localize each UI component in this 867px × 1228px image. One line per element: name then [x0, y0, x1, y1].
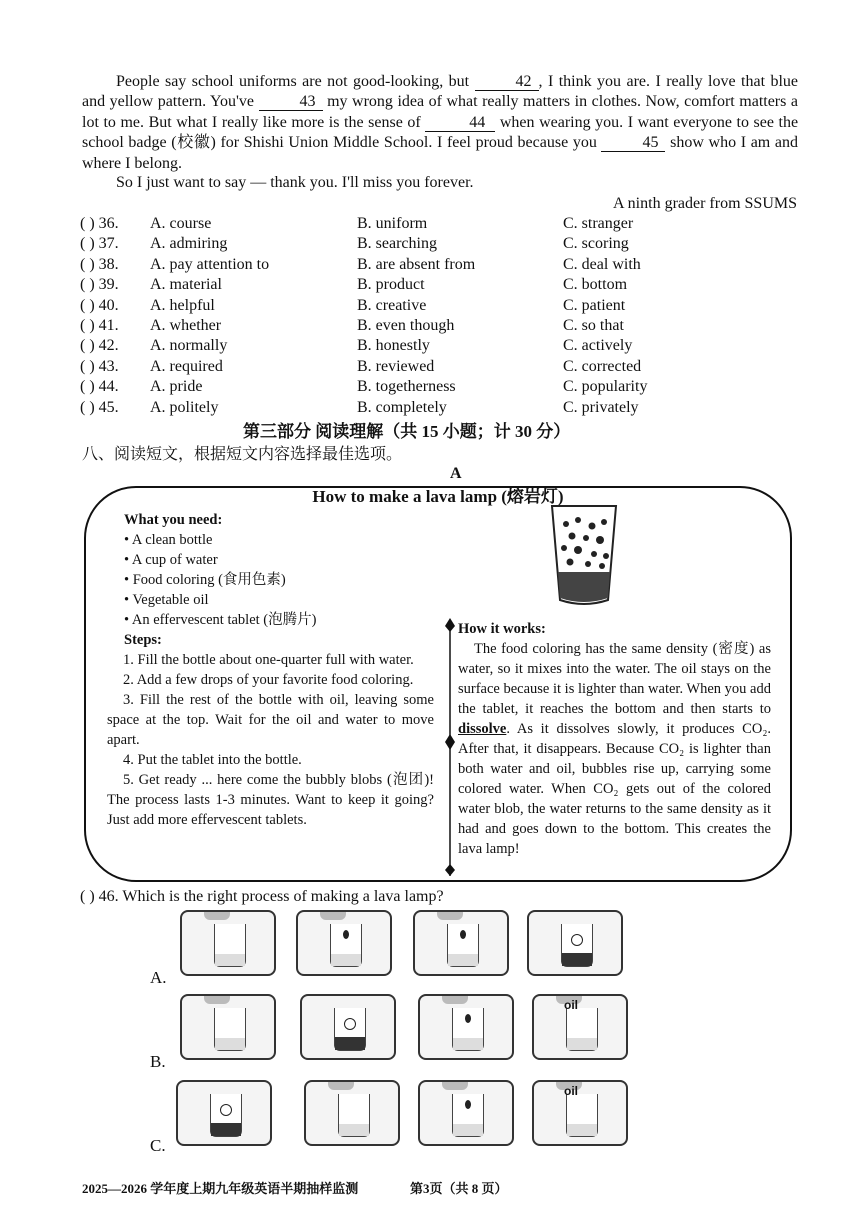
option-a: A. politely [150, 398, 219, 416]
option-a: A. normally [150, 337, 228, 355]
footer-right: 第3页（共 8 页） [410, 1181, 508, 1196]
passage-signature: A ninth grader from SSUMS [613, 195, 797, 212]
column-divider [440, 618, 460, 880]
option-a: A. required [150, 357, 223, 375]
glass-icon [210, 1094, 242, 1137]
question-row [80, 377, 810, 397]
step-picture [176, 1080, 272, 1146]
option-c: C. actively [563, 337, 633, 355]
question-number: ( ) 42. [80, 337, 119, 355]
question-row [80, 234, 810, 254]
hand-icon [442, 994, 468, 1004]
question-number: ( ) 44. [80, 378, 119, 396]
section-title: 第三部分 阅读理解（共 15 小题；计 30 分） [243, 422, 571, 441]
option-b: B. creative [357, 296, 427, 314]
glass-icon [561, 924, 593, 967]
step-item: 2. Add a few drops of your favorite food coloring. [123, 672, 414, 688]
passage-paragraph-1 [82, 72, 798, 174]
step-item: 3. Fill the rest of the bottle with oil, leaving some space at the top. Wait for the oil and water to move apart. [107, 692, 434, 748]
option-a: A. admiring [150, 235, 228, 253]
question-row [80, 214, 810, 234]
step-picture [296, 910, 392, 976]
drop-icon [465, 1014, 471, 1023]
glass-icon [214, 924, 246, 967]
hand-icon [437, 910, 463, 920]
step-picture [532, 994, 628, 1060]
option-c: C. patient [563, 296, 626, 314]
needs-heading: What you need: [124, 512, 223, 528]
needs-section [124, 510, 444, 650]
option-a: A. course [150, 215, 212, 232]
step-picture [300, 994, 396, 1060]
need-item: • A clean bottle [124, 532, 213, 548]
how-text-part: The food coloring has the same density (密度) as water, so it mixes into the water. The oil stays on the surface because it is lighter than water. When you add the tablet, it reaches the bottom and then starts to [458, 641, 771, 717]
steps-list [107, 650, 434, 830]
question-row [80, 296, 810, 316]
need-item: • A cup of water [124, 552, 218, 568]
need-item: • Food coloring (食用色素) [124, 572, 286, 588]
question-row [80, 398, 810, 418]
oil-label: oil [564, 1084, 578, 1098]
question-number: ( ) 43. [80, 357, 119, 375]
option-a: A. pay attention to [150, 255, 270, 273]
option-c: C. popularity [563, 378, 648, 396]
step-picture [532, 1080, 628, 1146]
how-text [458, 639, 771, 859]
question-row [80, 336, 810, 356]
how-text-part: . As it dissolves slowly, it produces CO₂. After that, it disappears. Because CO₂ is lighter than both water and oil, bubbles rise up, carrying some colored water. When CO₂ gets out of the colored water blob, the water returns to the same density as it had and goes down to the bottom. This creates the lava lamp! [458, 721, 771, 857]
option-c: C. deal with [563, 255, 641, 273]
glass-icon [566, 1008, 598, 1051]
option-b: B. togetherness [357, 378, 456, 396]
option-b: B. are absent from [357, 255, 476, 273]
need-item: • An effervescent tablet (泡腾片) [124, 612, 317, 628]
option-c: C. stranger [563, 215, 634, 232]
option-c: C. bottom [563, 276, 628, 294]
option-b: B. completely [357, 398, 447, 416]
option-b: B. uniform [357, 215, 428, 232]
option-a: A. material [150, 276, 222, 294]
question-number: ( ) 45. [80, 398, 119, 416]
steps-heading: Steps: [124, 632, 162, 648]
step-item: 1. Fill the bottle about one-quarter full with water. [123, 652, 414, 668]
step-picture [418, 1080, 514, 1146]
how-it-works [458, 619, 771, 859]
question-row [80, 275, 810, 295]
option-c: C. scoring [563, 235, 629, 253]
blank-42: 42 [475, 74, 539, 91]
question-number: ( ) 39. [80, 276, 119, 294]
option-c: C. privately [563, 398, 639, 416]
hand-icon [204, 994, 230, 1004]
passage-letter: A [450, 465, 462, 482]
glass-icon [334, 1008, 366, 1051]
option-a: A. helpful [150, 296, 215, 314]
option-b: B. even though [357, 317, 455, 334]
hand-icon [320, 910, 346, 920]
step-picture [304, 1080, 400, 1146]
drop-icon [465, 1100, 471, 1109]
keyword-dissolve: dissolve [458, 721, 507, 737]
step-picture [527, 910, 623, 976]
option-b: B. reviewed [357, 357, 435, 375]
lava-lamp-title: How to make a lava lamp (熔岩灯) [312, 487, 564, 506]
question-number: ( ) 36. [80, 215, 119, 232]
glass-icon [338, 1094, 370, 1137]
tablet-icon [220, 1104, 232, 1116]
drop-icon [343, 930, 349, 939]
how-heading: How it works: [458, 621, 546, 637]
option-b: B. honestly [357, 337, 430, 355]
question-number: ( ) 37. [80, 235, 119, 253]
glass-icon [452, 1008, 484, 1051]
question-number: ( ) 38. [80, 255, 119, 273]
glass-icon [214, 1008, 246, 1051]
glass-icon [566, 1094, 598, 1137]
lava-lamp-illustration [548, 502, 620, 610]
option-c: C. corrected [563, 357, 642, 375]
glass-icon [330, 924, 362, 967]
question-number: ( ) 40. [80, 296, 119, 314]
glass-icon [452, 1094, 484, 1137]
step-picture [180, 910, 276, 976]
question-number: ( ) 41. [80, 317, 119, 334]
option-label: A. [150, 968, 167, 987]
hand-icon [204, 910, 230, 920]
tablet-icon [344, 1018, 356, 1030]
option-label: B. [150, 1052, 166, 1071]
hand-icon [442, 1080, 468, 1090]
question-row [80, 255, 810, 275]
option-label: C. [150, 1136, 166, 1155]
option-c: C. so that [563, 317, 624, 334]
step-picture [180, 994, 276, 1060]
drop-icon [460, 930, 466, 939]
passage-text: People say school uniforms are not good-looking, but [116, 73, 470, 90]
passage-text: show who I am and where I belong. [82, 134, 798, 172]
blank-45: 45 [601, 135, 665, 152]
option-a: A. whether [150, 317, 222, 334]
step-item: 5. Get ready ... here come the bubbly blobs (泡团)! The process lasts 1-3 minutes. Want to keep it going? Just add more effervescent tablets. [107, 772, 434, 828]
oil-label: oil [564, 998, 578, 1012]
option-a: A. pride [150, 378, 203, 396]
question-row [80, 357, 810, 377]
need-item: • Vegetable oil [124, 592, 209, 608]
passage-text: , I think you are. I really love that blue and yellow pattern. You've [82, 73, 799, 111]
blank-44: 44 [425, 115, 495, 132]
passage-text: when wearing you. I want everyone to see the school badge (校徽) for Shishi Union Middle School. I feel proud because you [82, 113, 799, 152]
option-b: B. product [357, 276, 425, 294]
step-picture [413, 910, 509, 976]
passage-text: my wrong idea of what really matters in clothes. Now, comfort matters a lot to me. But what I really like more is the sense of [82, 93, 798, 131]
blank-43: 43 [259, 94, 323, 111]
step-item: 4. Put the tablet into the bottle. [123, 752, 302, 768]
passage-paragraph-2: So I just want to say — thank you. I'll miss you forever. [116, 174, 474, 191]
hand-icon [328, 1080, 354, 1090]
tablet-icon [571, 934, 583, 946]
section-instruction: 八、阅读短文，根据短文内容选择最佳选项。 [82, 446, 403, 463]
footer-left: 2025—2026 学年度上期九年级英语半期抽样监测 [82, 1181, 359, 1196]
glass-icon [447, 924, 479, 967]
question-46-stem: ( ) 46. Which is the right process of making a lava lamp? [80, 888, 444, 905]
question-row [80, 316, 810, 336]
step-picture [418, 994, 514, 1060]
option-b: B. searching [357, 235, 437, 253]
